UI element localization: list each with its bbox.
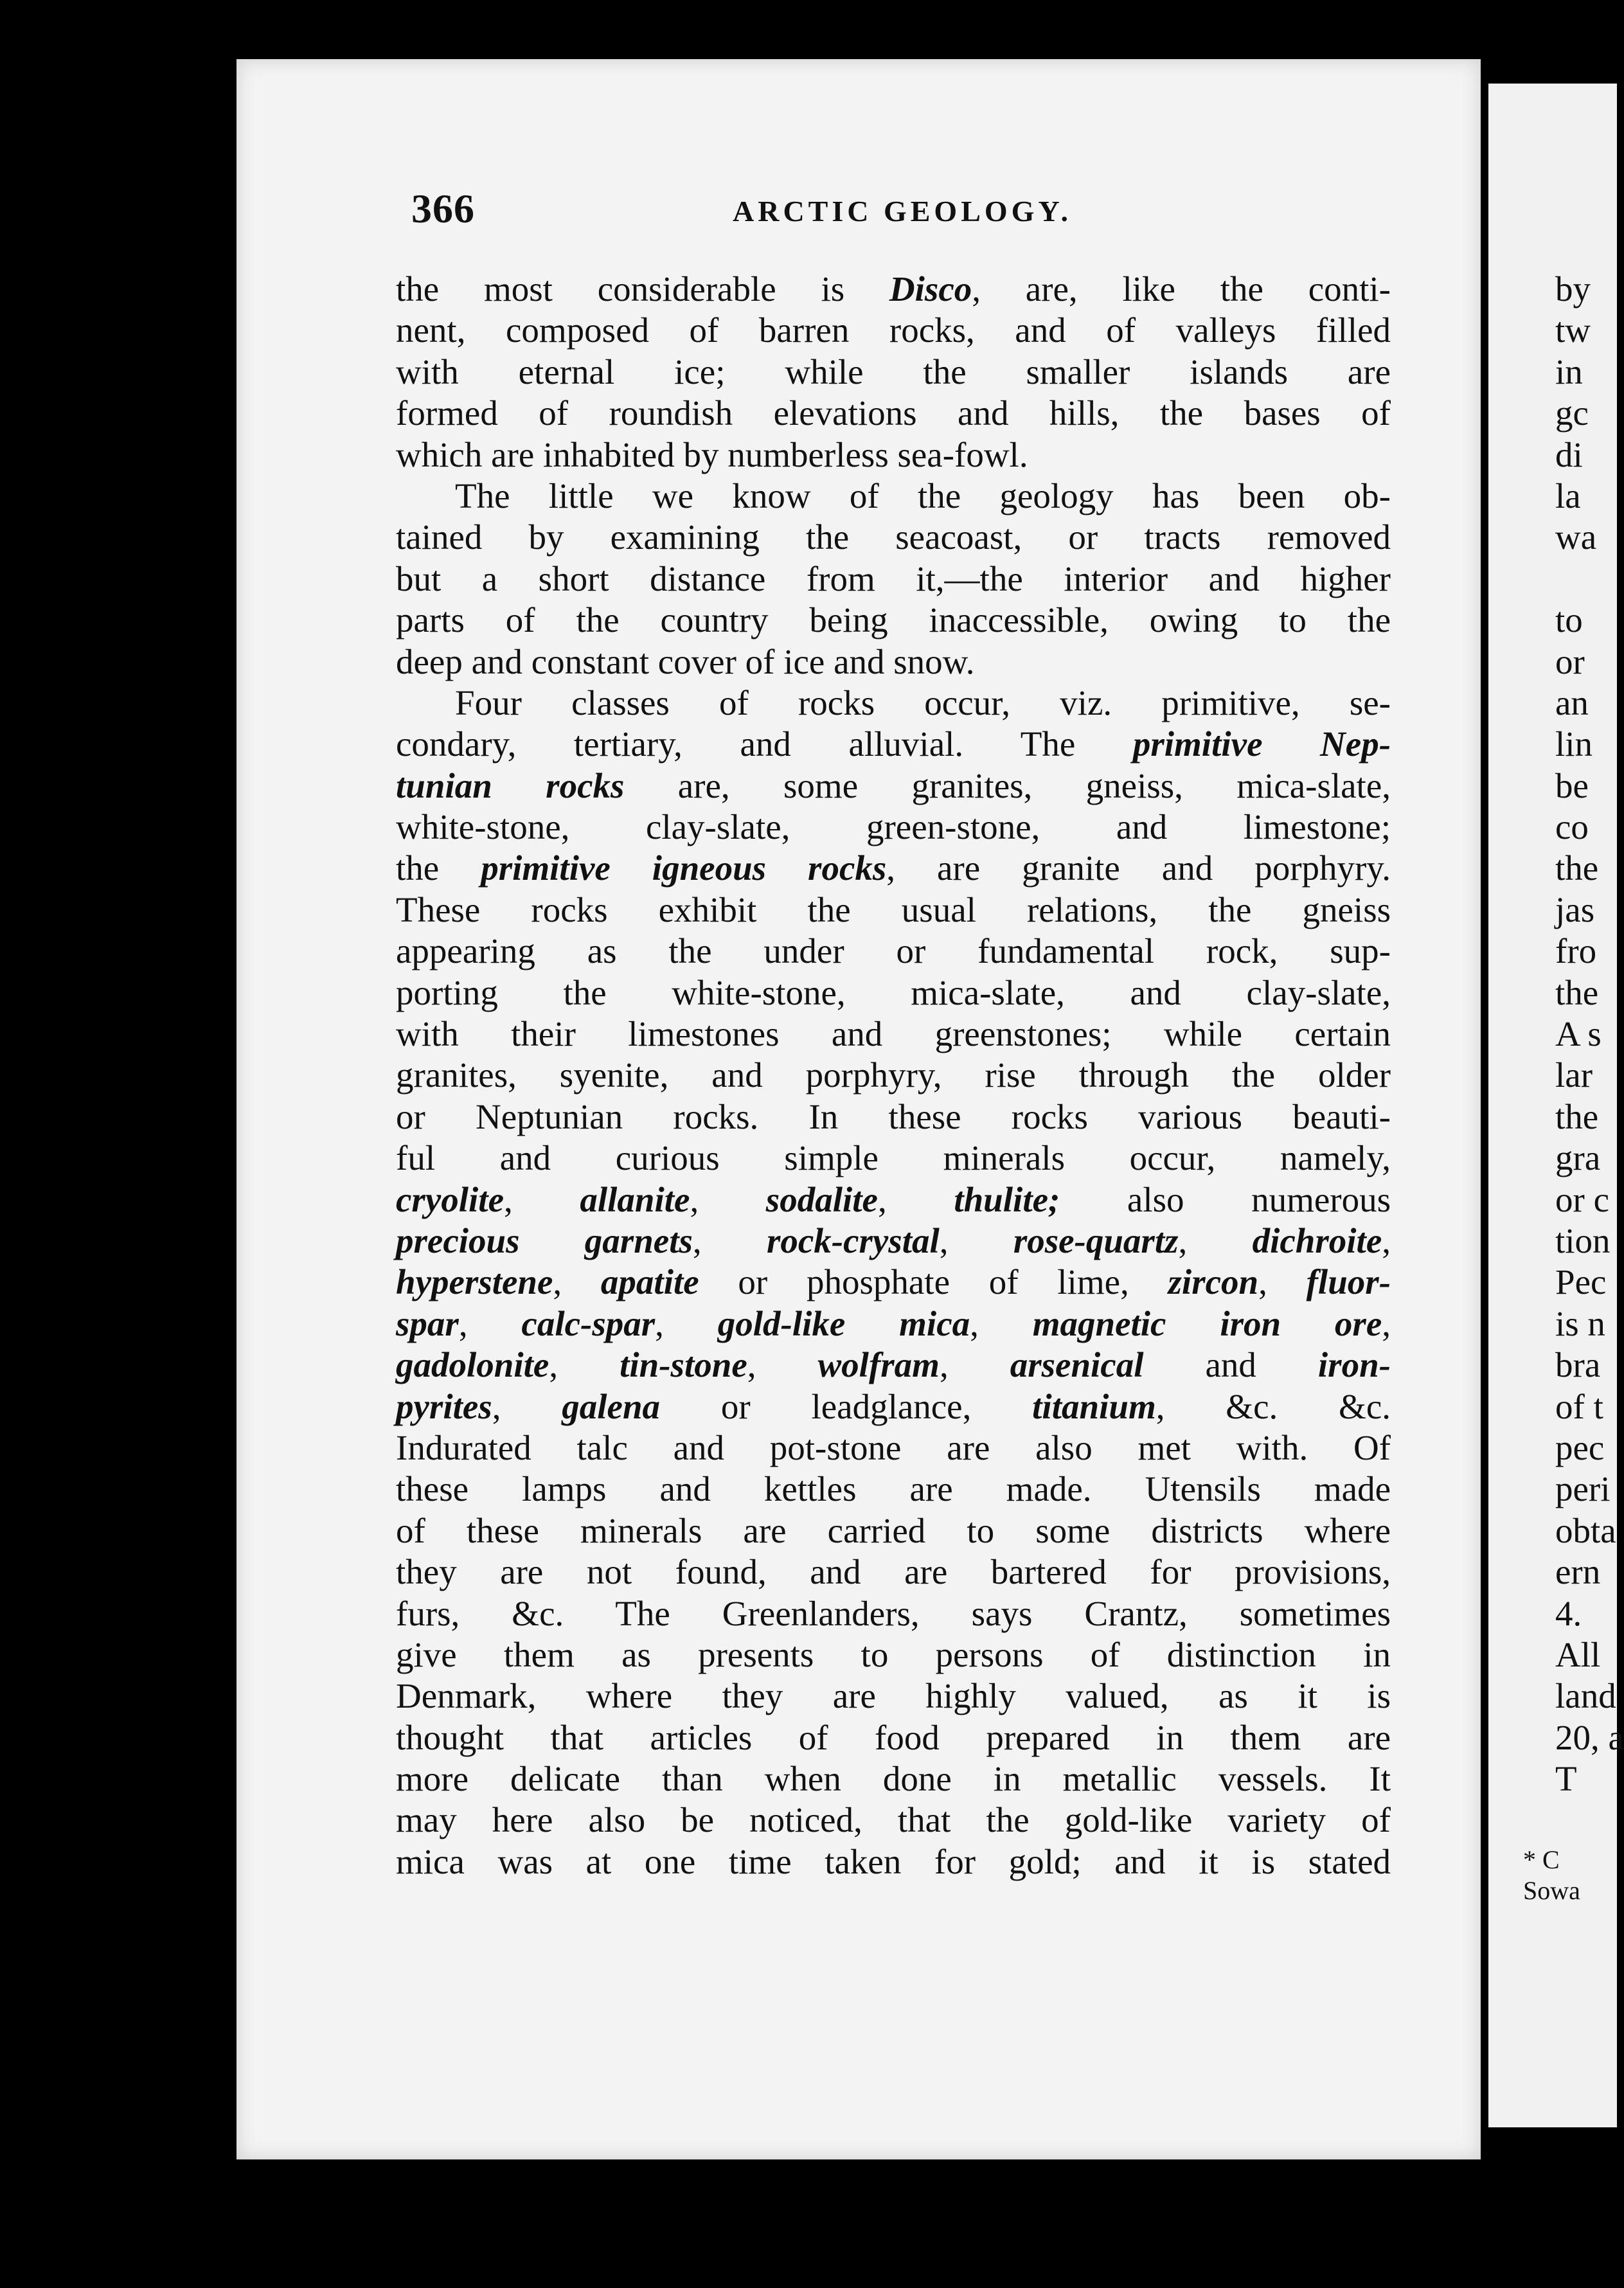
text-line: furs, &c. The Greenlanders, says Crantz, sometimes — [396, 1593, 1391, 1633]
text-line: may here also be noticed, that the gold-like variety of — [396, 1800, 1391, 1840]
text-line: nent, composed of barren rocks, and of valleys filled — [396, 310, 1391, 350]
right-page-line-fragment: lar — [1555, 1055, 1593, 1095]
text-line: These rocks exhibit the usual relations, the gneiss — [396, 889, 1391, 929]
right-page-line-fragment: lin — [1555, 724, 1593, 764]
text-line: tained by examining the seacoast, or tracts removed — [396, 517, 1391, 557]
page-number: 366 — [411, 186, 475, 231]
text-line: precious garnets, rock-crystal, rose-quartz, dichroite, — [396, 1220, 1391, 1260]
right-page-line-fragment: gc — [1555, 393, 1589, 433]
right-page-line-fragment: 4. — [1555, 1593, 1582, 1633]
right-page-text-fragments — [1555, 269, 1624, 1800]
right-page-line-fragment: tion — [1555, 1220, 1611, 1260]
text-line: with eternal ice; while the smaller islands are — [396, 352, 1391, 391]
right-page-line-fragment — [1555, 559, 1607, 600]
text-line: they are not found, and are bartered for provisions, — [396, 1552, 1391, 1592]
text-line: granites, syenite, and porphyry, rise through the older — [396, 1055, 1391, 1095]
text-line: mica was at one time taken for gold; and it is stated — [396, 1841, 1391, 1881]
text-line: Indurated talc and pot-stone are also met with. Of — [396, 1427, 1391, 1467]
text-line: or Neptunian rocks. In these rocks various beauti- — [396, 1096, 1391, 1136]
text-line: pyrites, galena or leadglance, titanium, &c. &c. — [396, 1386, 1391, 1426]
right-page-line-fragment: A s — [1555, 1014, 1602, 1054]
right-page-line-fragment: the — [1555, 848, 1599, 888]
right-page-line-fragment: or — [1555, 641, 1585, 681]
text-line: appearing as the under or fundamental rock, sup- — [396, 931, 1391, 971]
text-line: the primitive igneous rocks, are granite and porphyry. — [396, 848, 1391, 888]
right-page-line-fragment: be — [1555, 765, 1589, 805]
right-page-line-fragment: the — [1555, 972, 1599, 1012]
right-page-line-fragment: co — [1555, 807, 1589, 847]
right-page-line-fragment: fro — [1555, 931, 1597, 971]
right-page-line-fragment: jas — [1555, 889, 1595, 929]
text-line: parts of the country being inaccessible, owing to the — [396, 600, 1391, 640]
right-page-line-fragment: is n — [1555, 1303, 1605, 1343]
right-page-line-fragment: 20, a — [1555, 1717, 1624, 1757]
text-line: spar, calc-spar, gold-like mica, magnetic iron ore, — [396, 1303, 1391, 1343]
right-page-line-fragment: of t — [1555, 1386, 1603, 1426]
text-line: condary, tertiary, and alluvial. The primitive Nep- — [396, 724, 1391, 764]
right-page-line-fragment: di — [1555, 434, 1583, 474]
text-line: but a short distance from it,—the interior and higher — [396, 559, 1391, 598]
text-line: which are inhabited by numberless sea-fowl. — [396, 434, 1028, 474]
text-line: hyperstene, apatite or phosphate of lime, zircon, fluor- — [396, 1262, 1391, 1302]
text-line: white-stone, clay-slate, green-stone, and limestone; — [396, 807, 1391, 847]
right-page-line-fragment: obta — [1555, 1510, 1616, 1550]
right-page-line-fragment: in — [1555, 352, 1583, 391]
text-line: tunian rocks are, some granites, gneiss, mica-slate, — [396, 765, 1391, 805]
text-line: of these minerals are carried to some districts where — [396, 1510, 1391, 1550]
text-line: more delicate than when done in metallic vessels. It — [396, 1759, 1391, 1799]
right-page-line-fragment: by — [1555, 269, 1591, 308]
right-page-line-fragment: peri — [1555, 1469, 1611, 1509]
text-line: the most considerable is Disco, are, like the conti- — [396, 269, 1391, 308]
right-page-line-fragment: All — [1555, 1634, 1601, 1674]
running-head: ARCTIC GEOLOGY. — [733, 195, 1072, 228]
right-page-line-fragment: Pec — [1555, 1262, 1607, 1302]
right-page-line-fragment: to — [1555, 600, 1583, 640]
text-line: cryolite, allanite, sodalite, thulite; also numerous — [396, 1179, 1391, 1219]
body-text — [396, 269, 1391, 1882]
right-page-line-fragment: gra — [1555, 1138, 1601, 1178]
right-page-line-fragment: or c — [1555, 1179, 1609, 1219]
text-line: porting the white-stone, mica-slate, and clay-slate, — [396, 972, 1391, 1012]
text-line: give them as presents to persons of distinction in — [396, 1634, 1391, 1674]
right-page-line-fragment: T — [1555, 1759, 1577, 1799]
right-page-line-fragment: land — [1555, 1676, 1616, 1716]
text-line: formed of roundish elevations and hills, the bases of — [396, 393, 1391, 433]
text-line: deep and constant cover of ice and snow. — [396, 641, 975, 681]
text-line: ful and curious simple minerals occur, namely, — [396, 1138, 1391, 1178]
right-page-line-fragment: la — [1555, 476, 1581, 515]
right-page-line-fragment: pec — [1555, 1427, 1605, 1467]
right-page-line-fragment: an — [1555, 683, 1589, 722]
right-page-line-fragment: the — [1555, 1096, 1599, 1136]
text-line: The little we know of the geology has been ob- — [455, 476, 1391, 515]
text-line: these lamps and kettles are made. Utensils made — [396, 1469, 1391, 1509]
text-line: Four classes of rocks occur, viz. primitive, se- — [455, 683, 1391, 722]
right-page-footnote — [1523, 1845, 1600, 1906]
right-page-line-fragment: wa — [1555, 517, 1597, 557]
text-line: gadolonite, tin-stone, wolfram, arsenical and iron- — [396, 1345, 1391, 1385]
right-page-footnote-fragment: Sowa — [1523, 1876, 1580, 1905]
right-page-line-fragment: tw — [1555, 310, 1591, 350]
right-page-line-fragment: bra — [1555, 1345, 1601, 1385]
text-line: Denmark, where they are highly valued, as it is — [396, 1676, 1391, 1716]
right-page-line-fragment: ern — [1555, 1552, 1601, 1592]
page-header — [411, 185, 1388, 237]
text-line: thought that articles of food prepared in them are — [396, 1717, 1391, 1757]
right-page-footnote-fragment: * C — [1523, 1845, 1560, 1874]
text-line: with their limestones and greenstones; while certain — [396, 1014, 1391, 1054]
